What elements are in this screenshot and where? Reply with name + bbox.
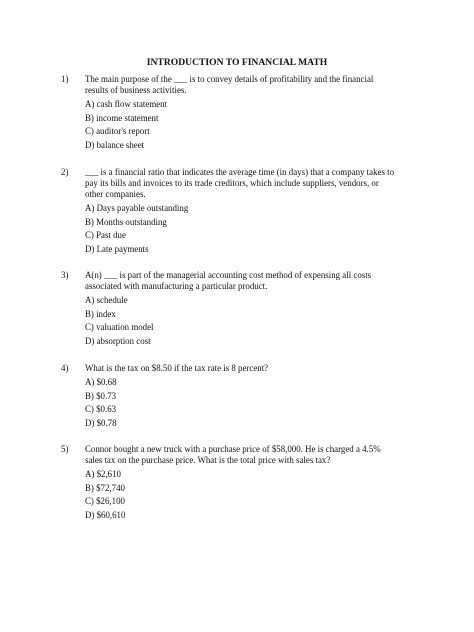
answer-option: A) $2,610 — [85, 469, 121, 479]
question-1 — [61, 74, 401, 153]
question-5 — [61, 444, 401, 523]
answer-option: A) cash flow statement — [85, 99, 168, 109]
answer-options — [85, 469, 401, 523]
answer-option: D) Late payments — [85, 243, 149, 254]
answer-options — [85, 99, 401, 153]
answer-option: C) $26,100 — [85, 496, 125, 506]
question-number: 1) — [61, 74, 69, 84]
question-number: 2) — [61, 167, 69, 177]
question-text: ___ is a financial ratio that indicates the average time (in days) that a company takes to pay its bills and invoices to its trade creditors, which include suppliers, vendors, or other companies. — [85, 167, 395, 199]
answer-option: D) $60,610 — [85, 509, 126, 520]
answer-option: D) absorption cost — [85, 335, 151, 346]
answer-option: B) $72,740 — [85, 482, 125, 493]
answer-option: B) $0.73 — [85, 390, 117, 401]
answer-options — [85, 295, 401, 349]
question-text: Connor bought a new truck with a purchase price of $58,000. He is charged a 4.5% sales tax on the purchase price. What is the total price with sales tax? — [85, 444, 381, 465]
answer-option: C) auditor's report — [85, 126, 150, 136]
answer-option: A) Days payable outstanding — [85, 203, 189, 213]
answer-option: B) income statement — [85, 112, 159, 123]
answer-option: C) Past due — [85, 230, 126, 240]
answer-option: B) Months outstanding — [85, 216, 167, 227]
answer-option: D) balance sheet — [85, 139, 145, 150]
answer-option: B) index — [85, 308, 116, 319]
answer-option: A) schedule — [85, 295, 128, 305]
question-text: The main purpose of the ___ is to convey details of profitability and the financial results of business activities. — [85, 74, 374, 95]
question-number: 3) — [61, 270, 69, 280]
answer-option: C) valuation model — [85, 322, 154, 332]
document-title: INTRODUCTION TO FINANCIAL MATH — [146, 57, 328, 68]
question-text: What is the tax on $8.50 if the tax rate is 8 percent? — [85, 363, 269, 373]
answer-option: A) $0.68 — [85, 377, 117, 387]
answer-option: D) $0.78 — [85, 417, 117, 428]
question-4 — [61, 363, 401, 431]
question-number: 5) — [61, 444, 69, 454]
answer-options — [85, 203, 401, 257]
question-text: A(n) ___ is part of the managerial accounting cost method of expensing all costs associated with manufacturing a particular product. — [85, 270, 372, 291]
question-3 — [61, 270, 401, 349]
question-number: 4) — [61, 363, 69, 373]
question-2 — [61, 167, 401, 257]
answer-option: C) $0.63 — [85, 404, 117, 414]
answer-options — [85, 377, 401, 431]
